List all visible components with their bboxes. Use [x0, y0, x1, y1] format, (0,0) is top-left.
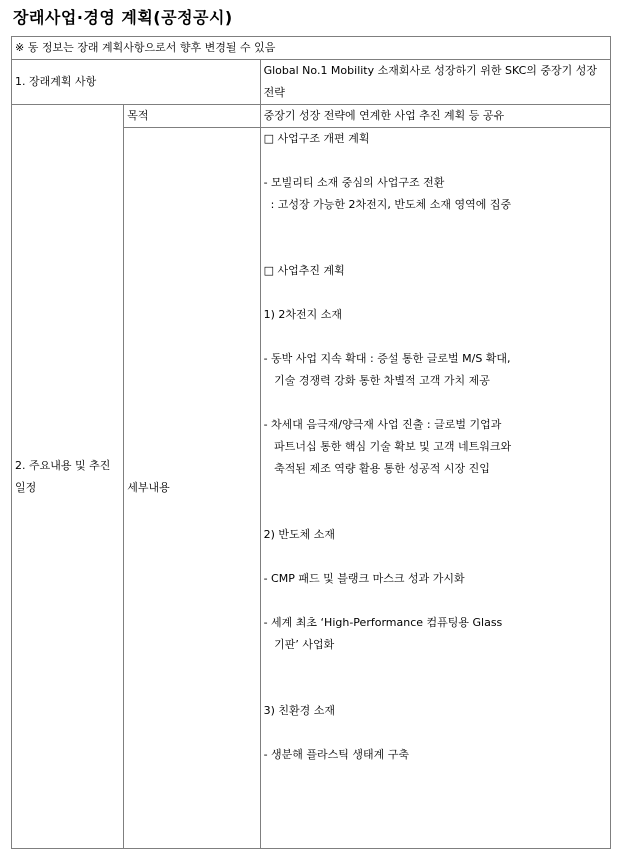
purpose-label: 목적: [124, 105, 260, 128]
detail-line: [264, 150, 607, 172]
detail-line: [264, 392, 607, 414]
detail-line: 1) 2차전지 소재: [263, 308, 343, 321]
detail-line: [264, 502, 607, 524]
purpose-row: [12, 105, 611, 128]
purpose-value: 중장기 성장 전략에 연계한 사업 추진 계획 등 공유: [260, 105, 610, 128]
detail-line: 2) 반도체 소재: [263, 528, 336, 541]
detail-line: [264, 326, 607, 348]
plan-row: [12, 60, 611, 105]
detail-line: 기술 경쟁력 강화 통한 차별적 고객 가치 제공: [263, 374, 490, 387]
detail-line: [264, 480, 607, 502]
page-title: 장래사업·경영 계획(공정공시): [13, 8, 233, 27]
detail-line: - 동박 사업 지속 확대 : 증설 통한 글로벌 M/S 확대,: [263, 352, 511, 365]
notice-cell: ※ 동 정보는 장래 계획사항으로서 향후 변경될 수 있음: [12, 37, 611, 60]
detail-line: [264, 238, 607, 260]
detail-line: [264, 722, 607, 744]
plan-label: 1. 장래계획 사항: [12, 60, 261, 105]
detail-content: [260, 128, 610, 849]
detail-line: 파트너십 통한 핵심 기술 확보 및 고객 네트워크와: [263, 440, 512, 453]
main-content-label: 2. 주요내용 및 추진일정: [12, 105, 124, 849]
detail-line: [264, 656, 607, 678]
detail-line: 축적된 제조 역량 활용 통한 성공적 시장 진입: [263, 462, 490, 475]
detail-line: - 차세대 음극재/양극재 사업 진출 : 글로벌 기업과: [263, 418, 502, 431]
detail-line: - 모빌리티 소재 중심의 사업구조 전환: [263, 176, 445, 189]
detail-label: 세부내용: [124, 128, 260, 849]
detail-line: 기판’ 사업화: [263, 638, 335, 651]
detail-lines: [264, 128, 607, 766]
detail-line: 3) 친환경 소재: [263, 704, 336, 717]
detail-line: [264, 590, 607, 612]
detail-line: □ 사업구조 개편 계획: [263, 132, 370, 145]
disclosure-table: [11, 36, 611, 849]
detail-line: [264, 546, 607, 568]
detail-line: - 생분해 플라스틱 생태계 구축: [263, 748, 410, 761]
notice-row: [12, 37, 611, 60]
detail-line: - CMP 패드 및 블랭크 마스크 성과 가시화: [263, 572, 465, 585]
detail-line: [264, 216, 607, 238]
detail-line: [264, 678, 607, 700]
detail-line: - 세계 최초 ‘High-Performance 컴퓨팅용 Glass: [263, 616, 503, 629]
plan-value: Global No.1 Mobility 소재회사로 성장하기 위한 SKC의 중장기 성장 전략: [260, 60, 610, 105]
detail-line: [264, 282, 607, 304]
detail-line: : 고성장 가능한 2차전지, 반도체 소재 영역에 집중: [263, 198, 512, 211]
detail-line: □ 사업추진 계획: [263, 264, 345, 277]
